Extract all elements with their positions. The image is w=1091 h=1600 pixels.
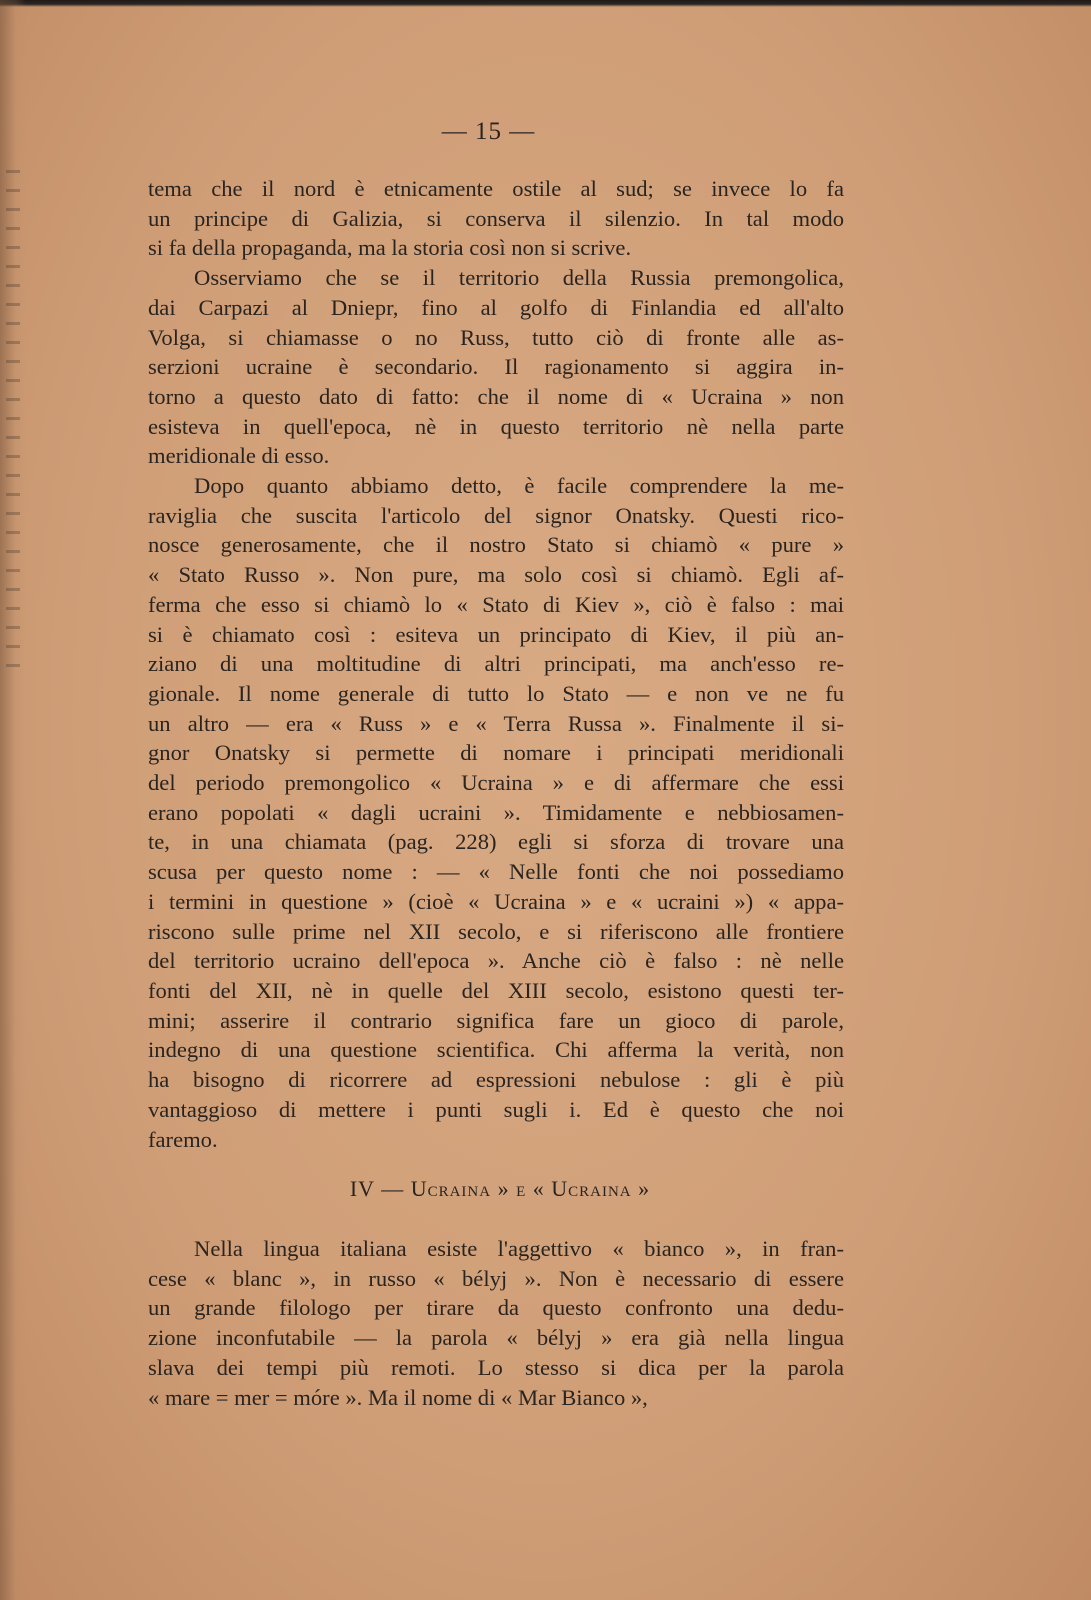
text-line: torno a questo dato di fatto: che il nome di « Ucraina » non [148, 383, 844, 409]
text-line: slava dei tempi più remoti. Lo stesso si dica per la parola [148, 1354, 844, 1380]
text-line: si è chiamato così : esiteva un principato di Kiev, il più an- [148, 621, 844, 647]
text-line: un altro — era « Russ » e « Terra Russa ». Finalmente il si- [148, 710, 844, 736]
text-line: zione inconfutabile — la parola « bélyj » era già nella lingua [148, 1325, 844, 1351]
paragraph [148, 1234, 844, 1412]
text-line: meridionale di esso. [148, 443, 330, 469]
text-line: dai Carpazi al Dniepr, fino al golfo di Finlandia ed all'alto [148, 294, 844, 320]
text-line: cese « blanc », in russo « bélyj ». Non è necessario di essere [148, 1265, 844, 1291]
body-text-section-1 [148, 174, 844, 1154]
section-heading [0, 1176, 1000, 1202]
page-number: — 15 — [441, 118, 536, 145]
text-line: del territorio ucraino dell'epoca ». Anche ciò è falso : nè nelle [148, 948, 844, 974]
section-title-a: Ucraina » [410, 1176, 510, 1201]
text-line: ha bisogno di ricorrere ad espressioni nebulose : gli è più [148, 1067, 844, 1093]
text-line: ferma che esso si chiamò lo « Stato di Kiev », ciò è falso : mai [148, 591, 844, 617]
paragraph [148, 174, 844, 263]
text-line: Nella lingua italiana esiste l'aggettivo « bianco », in fran- [194, 1236, 844, 1261]
text-line: nosce generosamente, che il nostro Stato si chiamò « pure » [148, 532, 844, 558]
section-connector: e [516, 1176, 527, 1201]
paragraph [148, 263, 844, 471]
text-line: faremo. [148, 1126, 218, 1152]
text-line: gionale. Il nome generale di tutto lo Stato — e non ve ne fu [148, 680, 844, 706]
text-line: gnor Onatsky si permette di nomare i principati meridionali [148, 740, 844, 766]
text-line: tema che il nord è etnicamente ostile al sud; se invece lo fa [148, 176, 844, 201]
text-line: « mare = mer = móre ». Ma il nome di « Mar Bianco », [148, 1384, 648, 1410]
text-line: ziano di una moltitudine di altri principati, ma anch'esso re- [148, 651, 844, 677]
text-line: Dopo quanto abbiamo detto, è facile comprendere la me- [194, 473, 844, 499]
text-line: esisteva in quell'epoca, nè in questo territorio nè nella parte [148, 413, 844, 439]
text-line: raviglia che suscita l'articolo del signor Onatsky. Questi rico- [148, 502, 844, 528]
text-line: indegno di una questione scientifica. Chi afferma la verità, non [148, 1037, 844, 1063]
section-numeral: IV [349, 1176, 375, 1201]
page-top-shadow [0, 0, 1091, 7]
section-title-b: « Ucraina » [532, 1176, 651, 1201]
paragraph [148, 471, 844, 1154]
binding-stitch-marks [6, 170, 20, 670]
text-line: del periodo premongolico « Ucraina » e di affermare che essi [148, 770, 844, 796]
text-line: Osserviamo che se il territorio della Russia premongolica, [194, 265, 844, 291]
section-dash: — [381, 1176, 405, 1201]
text-line: riscono sulle prime nel XII secolo, e si riferiscono alle frontiere [148, 918, 844, 944]
text-line: un grande filologo per tirare da questo confronto una dedu- [148, 1295, 844, 1321]
text-line: erano popolati « dagli ucraini ». Timidamente e nebbiosamen- [148, 799, 844, 825]
text-line: si fa della propaganda, ma la storia così non si scrive. [148, 235, 632, 261]
body-text-section-2 [148, 1234, 844, 1412]
text-line: i termini in questione » (cioè « Ucraina » e « ucraini ») « appa- [148, 888, 844, 914]
text-line: fonti del XII, nè in quelle del XIII secolo, esistono questi ter- [148, 977, 844, 1003]
text-line: Volga, si chiamasse o no Russ, tutto ciò di fronte alle as- [148, 324, 844, 350]
text-line: mini; asserire il contrario significa fare un gioco di parole, [148, 1007, 844, 1033]
text-line: vantaggioso di mettere i punti sugli i. Ed è questo che noi [148, 1096, 844, 1122]
text-line: scusa per questo nome : — « Nelle fonti che noi possediamo [148, 859, 844, 885]
text-line: te, in una chiamata (pag. 228) egli si sforza di trovare una [148, 829, 844, 855]
text-line: un principe di Galizia, si conserva il silenzio. In tal modo [148, 205, 844, 231]
text-line: serzioni ucraine è secondario. Il ragionamento si aggira in- [148, 354, 844, 380]
text-line: « Stato Russo ». Non pure, ma solo così si chiamò. Egli af- [148, 562, 844, 588]
